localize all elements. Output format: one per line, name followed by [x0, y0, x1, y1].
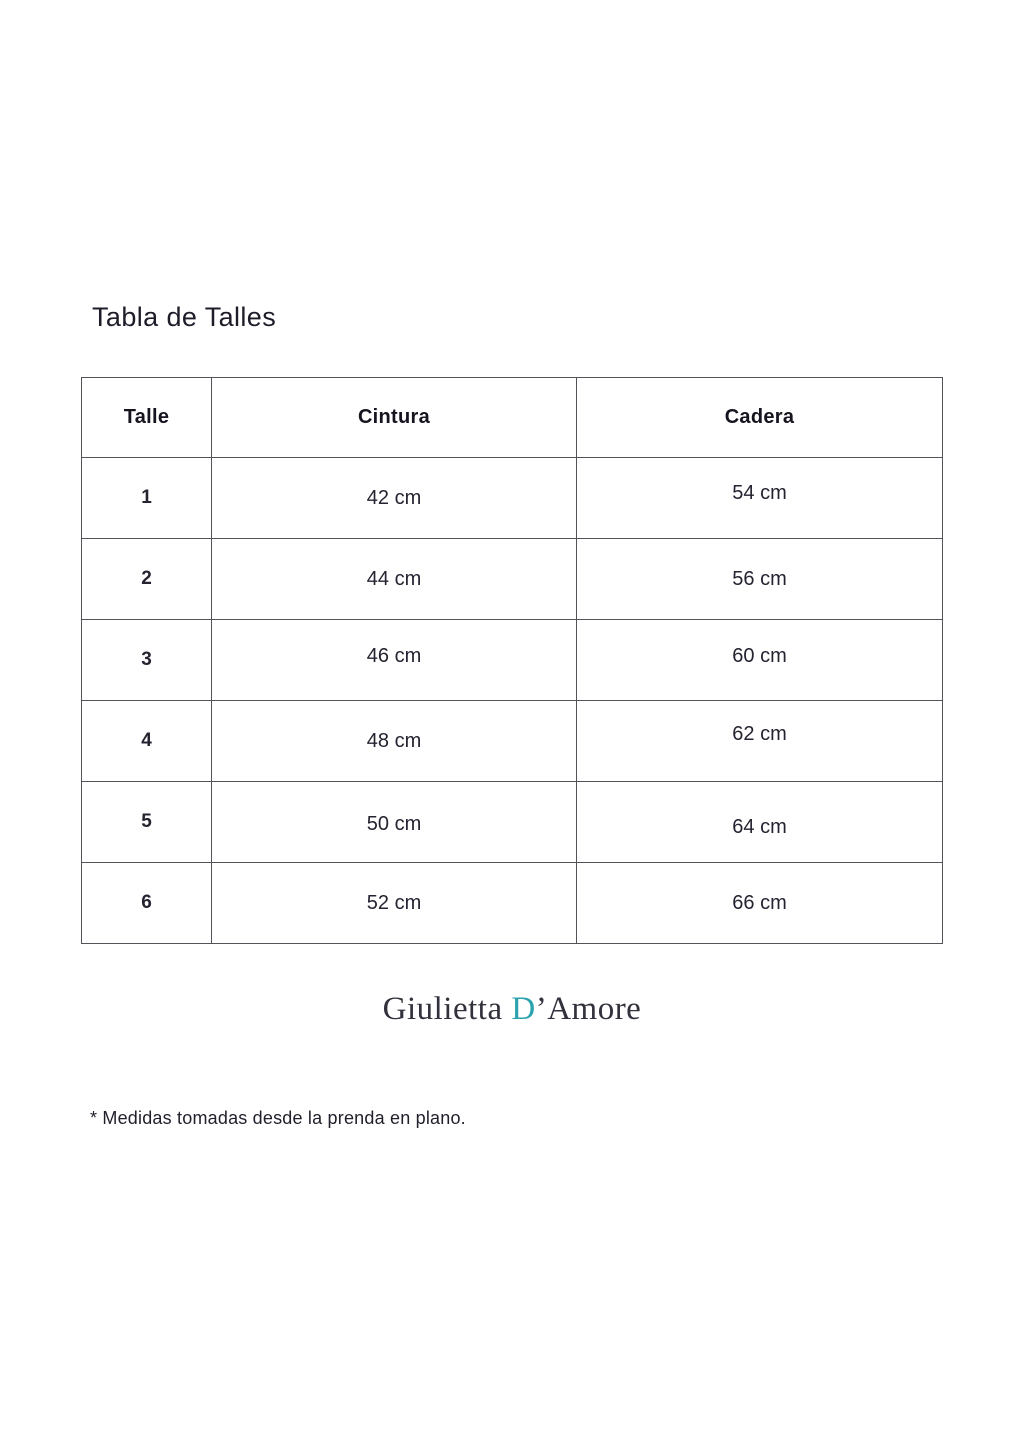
cell-value: 2 [141, 568, 152, 589]
column-header-cadera [577, 378, 943, 458]
cell-value: 66 cm [732, 891, 787, 914]
cell-value: 52 cm [366, 891, 422, 914]
cell-cintura [212, 539, 577, 620]
cell-cadera [577, 620, 943, 701]
cell-talle [82, 863, 212, 944]
header-row [82, 378, 943, 458]
cell-value: 60 cm [732, 644, 787, 667]
cell-talle [82, 620, 212, 701]
cell-cintura [212, 620, 577, 701]
table-row [82, 620, 943, 701]
column-header-talle [82, 378, 212, 458]
cell-value: 64 cm [732, 815, 787, 838]
cell-talle [82, 458, 212, 539]
cell-value: 44 cm [366, 567, 422, 590]
cell-cintura [212, 863, 577, 944]
table-row [82, 782, 943, 863]
cell-cadera [577, 782, 943, 863]
cell-talle [82, 539, 212, 620]
cell-value: 50 cm [366, 812, 422, 835]
cell-cadera [577, 539, 943, 620]
cell-value: 4 [141, 730, 152, 751]
size-table-header [82, 378, 943, 458]
cell-value: 46 cm [366, 644, 422, 667]
brand-name-suffix: ’Amore [535, 991, 642, 1027]
size-table-body [82, 458, 943, 944]
size-table [81, 377, 943, 944]
cell-value: 6 [141, 892, 152, 913]
cell-cintura [212, 782, 577, 863]
cell-cadera [577, 863, 943, 944]
column-header-cadera-label: Cadera [724, 406, 795, 428]
column-header-cintura-label: Cintura [357, 406, 431, 428]
table-row [82, 458, 943, 539]
cell-value: 56 cm [732, 567, 787, 590]
table-row [82, 701, 943, 782]
cell-cintura [212, 701, 577, 782]
brand-name-prefix: Giulietta [382, 991, 512, 1027]
cell-value: 42 cm [366, 486, 422, 509]
cell-value: 1 [141, 487, 152, 508]
page-title: Tabla de Talles [92, 302, 277, 332]
cell-value: 62 cm [732, 722, 787, 745]
table-row [82, 539, 943, 620]
table-row [82, 863, 943, 944]
cell-value: 48 cm [366, 729, 422, 752]
brand-accent-letter: D [511, 991, 536, 1027]
measurement-footnote: * Medidas tomadas desde la prenda en plano. [90, 1108, 466, 1128]
cell-talle [82, 782, 212, 863]
cell-cadera [577, 458, 943, 539]
cell-value: 5 [141, 811, 152, 832]
cell-value: 54 cm [732, 481, 787, 504]
cell-value: 3 [141, 649, 152, 670]
column-header-cintura [212, 378, 577, 458]
cell-cintura [212, 458, 577, 539]
cell-talle [82, 701, 212, 782]
brand-wordmark [0, 991, 1024, 1028]
column-header-talle-label: Talle [123, 406, 170, 428]
cell-cadera [577, 701, 943, 782]
